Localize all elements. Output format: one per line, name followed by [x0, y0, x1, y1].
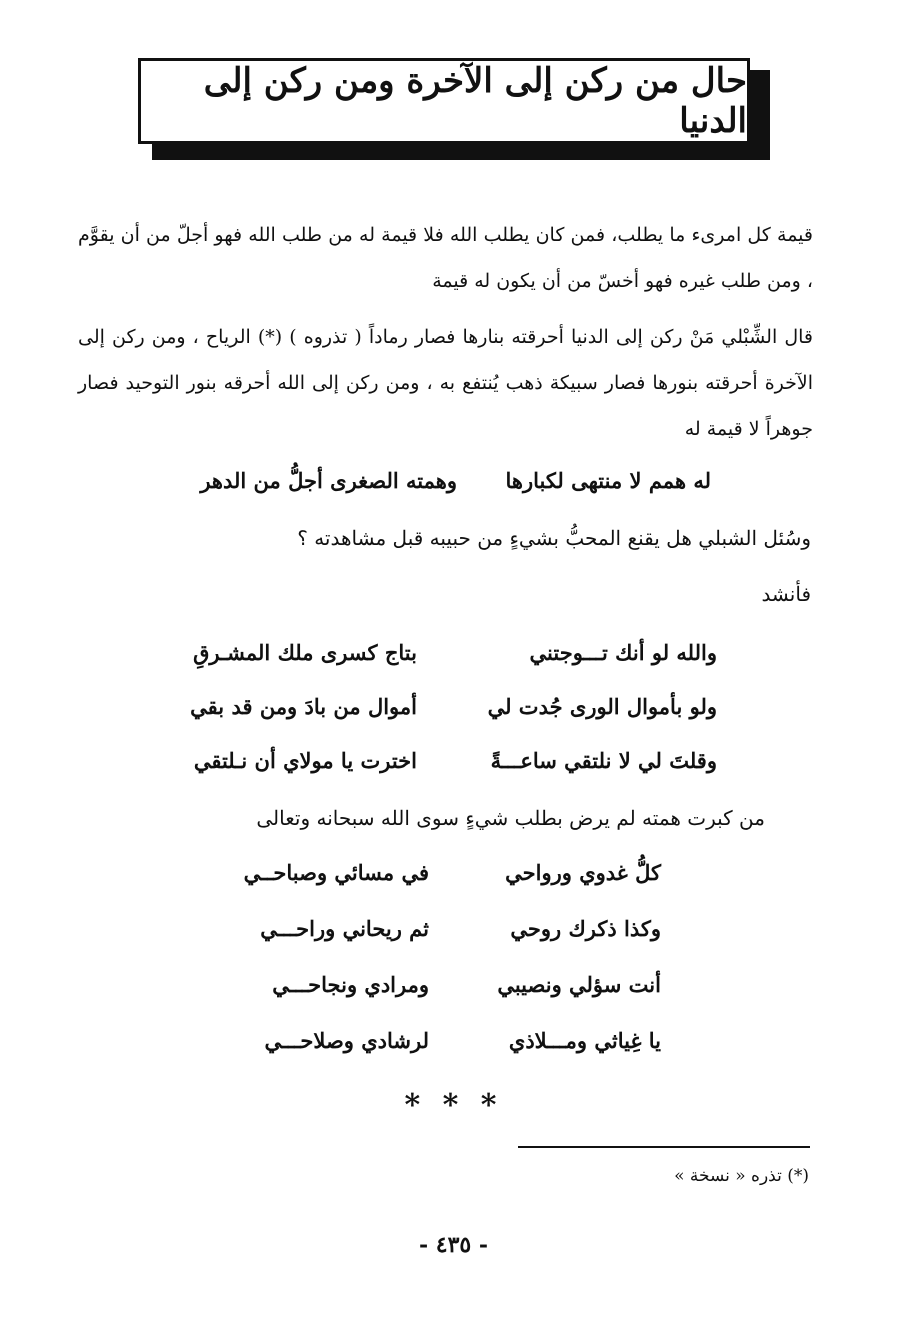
poem1-verse3-second: اخترت يا مولاي أن نـلتقي [193, 748, 417, 773]
poem1-verse1-second: بتاج كسرى ملك المشـرقِ [193, 640, 417, 665]
poem1-verse2-first: ولو بأموال الورى جُدت لي [487, 694, 717, 719]
poem2-verse2-second: ثم ريحاني وراحـــي [260, 916, 429, 941]
poem1-verse3-first: وقلتَ لي لا نلتقي ساعـــةً [490, 748, 717, 773]
footnote: (*) تذره « نسخة » [674, 1166, 809, 1186]
poem2-verse3-first: أنت سؤلي ونصيبي [497, 972, 661, 997]
poem2-verse4-second: لرشادي وصلاحـــي [264, 1028, 429, 1053]
poem2-verse1-first: كلُّ غدوي ورواحي [505, 860, 661, 885]
chapter-title-box [138, 58, 750, 144]
paragraph-shibli-saying: قال الشِّبْلي مَنْ ركن إلى الدنيا أحرقته بنارها فصار رماداً ( تذروه ) (*) الرياح ، ومن ركن إلى الآخرة أحرقته بنورها فصار سبيكة ذهب يُنتفع به ، ومن ركن إلى الله أحرقه بنور التوحيد فصار جوهراً لا قيمة له [78, 326, 813, 440]
page-number: - ٤٣٥ - [418, 1232, 489, 1258]
poem2-verse4-first: يا غِياثي ومـــلاذي [508, 1028, 661, 1053]
chapter-title: حال من ركن إلى الآخرة ومن ركن إلى الدنيا [203, 61, 747, 141]
paragraph-value-of-person: قيمة كل امرىء ما يطلب، فمن كان يطلب الله فلا قيمة له من طلب الله فهو أجلّ من أن يقوَّم ، ومن طلب غيره فهو أخسّ من أن يكون له قيمة [78, 224, 813, 292]
statement-line: من كبرت همته لم يرض بطلب شيءٍ سوى الله سبحانه وتعالى [256, 806, 765, 830]
recited-line: فأنشد [761, 582, 811, 606]
poem2-verse2-first: وكذا ذكرك روحي [510, 916, 661, 941]
footnote-divider [518, 1146, 810, 1148]
verse-single-second-hemistich: وهمته الصغرى أجلُّ من الدهر [200, 468, 457, 493]
poem1-verse1-first: والله لو أنك تـــوجتني [529, 640, 717, 665]
poem2-verse1-second: في مسائي وصباحــي [243, 860, 429, 885]
section-separator-stars: * * * [404, 1088, 503, 1123]
poem1-verse2-second: أموال من بادَ ومن قد بقي [190, 694, 417, 719]
verse-single-first-hemistich: له همم لا منتهى لكبارها [505, 468, 711, 493]
poem2-verse3-second: ومرادي ونجاحـــي [272, 972, 429, 997]
question-line: وسُئل الشبلي هل يقنع المحبُّ بشيءٍ من حبيبه قبل مشاهدته ؟ [297, 526, 811, 550]
